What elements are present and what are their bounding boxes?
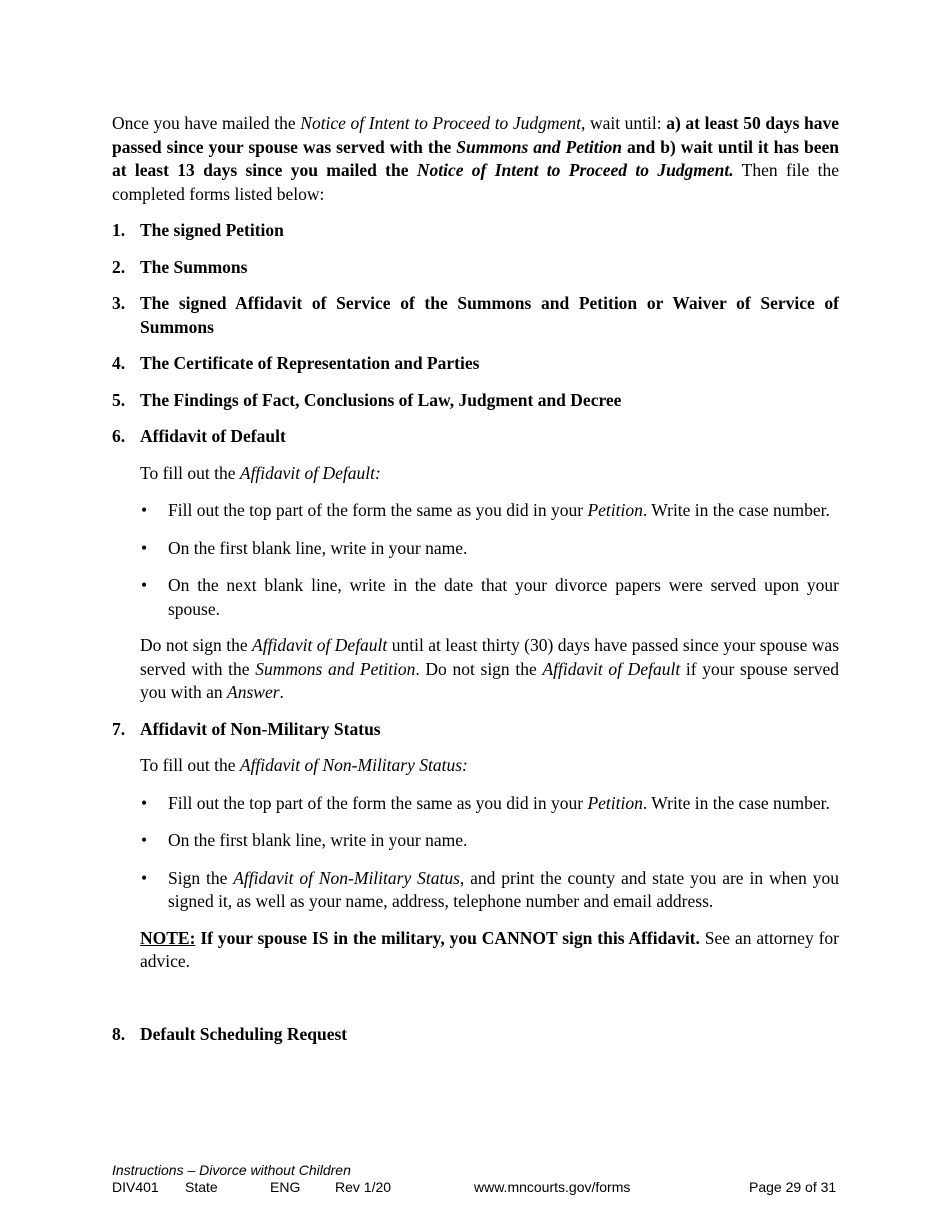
item-label: Default Scheduling Request: [140, 1023, 348, 1044]
footer-row: [112, 1179, 839, 1196]
note-text-italic: Summons and Petition: [255, 658, 416, 679]
intro-text-3: , wait until:: [580, 113, 667, 133]
intro-text-6: and b) wait until it has been at least 13 days since you mailed the: [112, 136, 840, 180]
bullet-text: . Write in the case number.: [642, 500, 830, 520]
list-item: [112, 718, 839, 742]
note-text: .: [279, 682, 284, 702]
intro-text-1: Once you have mailed the: [112, 113, 301, 133]
list-item: [112, 425, 839, 449]
item-number: 4.: [112, 353, 126, 373]
default-intro: [112, 462, 839, 486]
bullet-text: , and print the county and state you are in when you signed it, as well as your name, address, telephone number and email address.: [168, 867, 839, 911]
bullet-item: [112, 829, 839, 853]
bullet-dot: •: [141, 537, 148, 558]
list-item: [112, 389, 839, 413]
bullet-item: [112, 499, 839, 523]
bullet-item: [112, 867, 839, 914]
footer-form-code: DIV401: [112, 1179, 159, 1195]
bullet-dot: •: [141, 830, 148, 850]
note-text: . Do not sign the: [415, 658, 543, 679]
item-label: Affidavit of Non-Military Status: [140, 718, 381, 739]
bullet-dot: •: [141, 867, 148, 888]
military-intro-form: Affidavit of Non-Military Status:: [239, 755, 468, 775]
intro-paragraph: [112, 112, 839, 206]
bullet-text-italic: Petition: [587, 500, 643, 520]
bullet-text-italic: Affidavit of Non-Military Status: [233, 867, 460, 888]
bullet-text: Sign the: [168, 867, 234, 888]
note-text: See an attorney for advice.: [140, 927, 840, 971]
default-intro-form: Affidavit of Default:: [239, 462, 381, 483]
footer-language: ENG: [270, 1179, 301, 1195]
military-note: [112, 927, 839, 974]
bullet-text: . Write in the case number.: [642, 792, 830, 813]
item-label: The Findings of Fact, Conclusions of Law, Judgment and Decree: [140, 389, 622, 410]
list-item: [112, 256, 839, 280]
intro-text-2: Notice of Intent to Proceed to Judgment: [300, 113, 581, 133]
bullet-text: Fill out the top part of the form the same as you did in your: [168, 792, 588, 813]
footer-url: www.mncourts.gov/forms: [474, 1179, 631, 1195]
intro-text-4: a) at least 50 days have passed since your spouse was served with the: [112, 113, 839, 157]
item-label: The Summons: [140, 256, 248, 277]
list-item: [112, 352, 839, 376]
default-intro-text: To fill out the: [140, 462, 240, 483]
note-warning: If your spouse IS in the military, you CANNOT sign this Affidavit.: [195, 927, 700, 948]
document-body: [112, 112, 839, 1046]
intro-text-8: Then file the completed forms listed below:: [112, 160, 839, 204]
item-label: The signed Petition: [140, 220, 284, 240]
page-footer: [112, 1162, 839, 1196]
bullet-item: [112, 574, 839, 621]
note-text: Do not sign the: [140, 635, 253, 655]
note-text: if your spouse served you with an: [140, 658, 839, 702]
bullet-item: [112, 537, 839, 561]
note-text-italic: Answer: [227, 682, 280, 702]
footer-state: State: [185, 1179, 218, 1195]
list-item: [112, 292, 839, 339]
item-label: Affidavit of Default: [140, 426, 286, 446]
note-text-italic: Affidavit of Default: [542, 658, 681, 679]
item-label: The Certificate of Representation and Parties: [140, 353, 480, 373]
item-label: The signed Affidavit of Service of the Summons and Petition or Waiver of Service of Summons: [140, 293, 839, 337]
intro-text-5: Summons and Petition: [456, 136, 622, 157]
bullet-text: Fill out the top part of the form the same as you did in your: [168, 500, 588, 520]
default-note: [112, 634, 839, 705]
list-item: [112, 219, 839, 243]
item-number: 5.: [112, 389, 126, 410]
note-text: until at least thirty (30) days have passed since your spouse was served with the: [140, 635, 840, 679]
item-number: 3.: [112, 293, 126, 313]
military-intro: [112, 754, 839, 778]
item-number: 1.: [112, 220, 126, 240]
footer-revision: Rev 1/20: [335, 1179, 392, 1195]
bullet-text: On the first blank line, write in your name.: [168, 830, 468, 850]
footer-page-number: Page 29 of 31: [749, 1179, 837, 1195]
item-number: 7.: [112, 718, 126, 739]
footer-title: Instructions – Divorce without Children: [112, 1162, 351, 1178]
bullet-item: [112, 792, 839, 816]
note-label: NOTE:: [140, 927, 196, 948]
bullet-text: On the next blank line, write in the date that your divorce papers were served upon your spouse.: [168, 575, 839, 619]
note-text-italic: Affidavit of Default: [252, 635, 388, 655]
bullet-dot: •: [141, 500, 148, 520]
military-intro-text: To fill out the: [140, 755, 240, 775]
list-item: [112, 1023, 839, 1047]
intro-text-7: Notice of Intent to Proceed to Judgment.: [416, 160, 734, 180]
item-number: 8.: [112, 1023, 126, 1044]
bullet-dot: •: [141, 575, 148, 595]
item-number: 6.: [112, 426, 126, 446]
item-number: 2.: [112, 256, 126, 277]
bullet-text-italic: Petition: [587, 792, 643, 813]
bullet-dot: •: [141, 792, 148, 813]
bullet-text: On the first blank line, write in your name.: [168, 537, 468, 558]
